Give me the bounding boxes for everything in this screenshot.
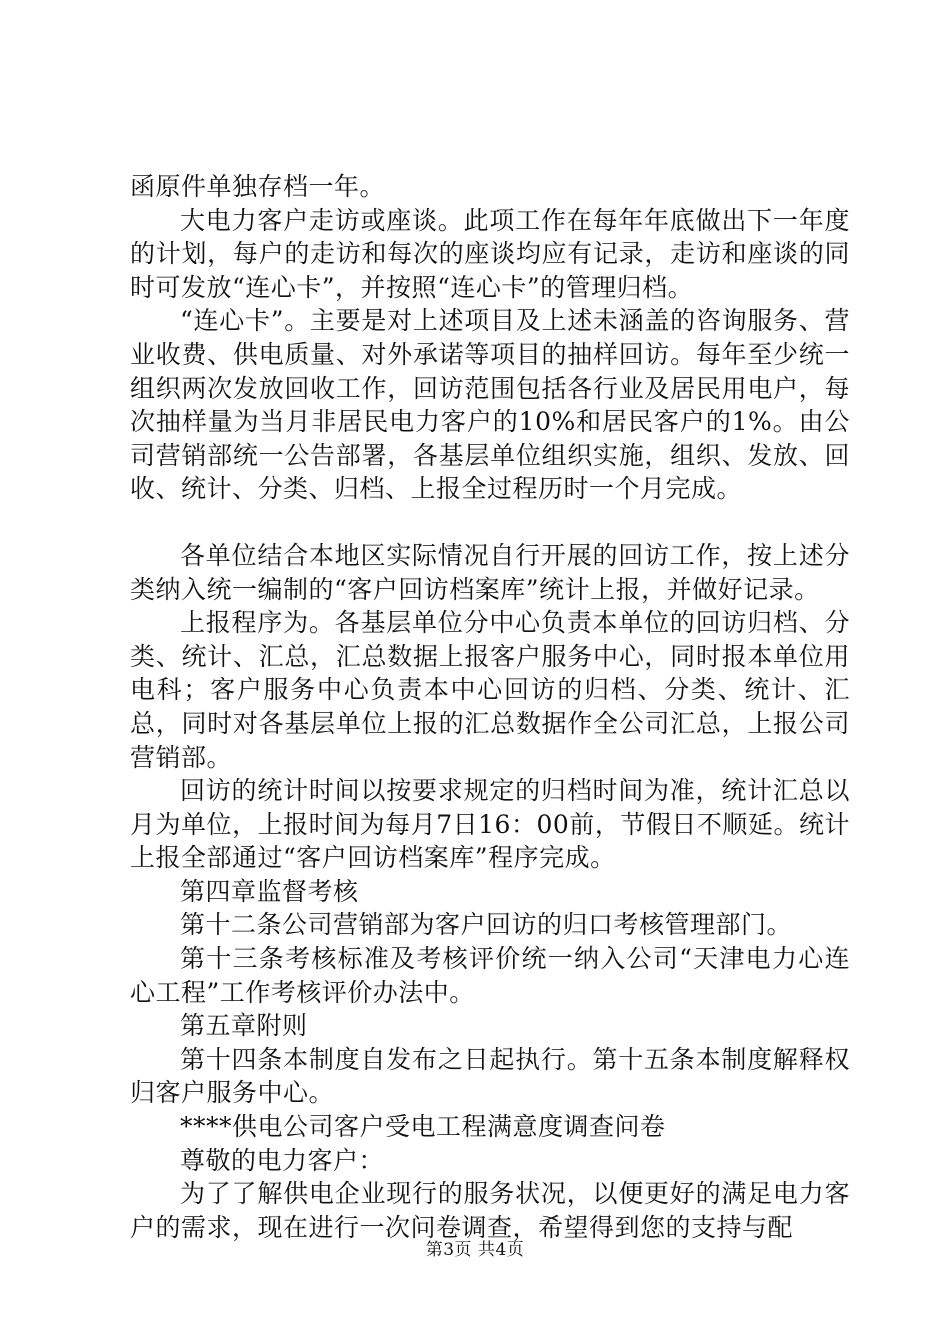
paragraph-heart-card: “连心卡”。主要是对上述项目及上述未涵盖的咨询服务、营业收费、供电质量、对外承诺等项目的抽样回访。每年至少统一组织两次发放回收工作，回访范围包括各行业及居民用电户，每次抽样量为当月非居民电力客户的10%和居民客户的1%。由公司营销部统一公告部署，各基层单位组织实施，组织、发放、回收、统计、分类、归档、上报全过程历时一个月完成。: [130, 306, 850, 504]
document-body: [130, 170, 850, 1244]
paragraph-unit-visits: 各单位结合本地区实际情况自行开展的回访工作，按上述分类纳入统一编制的“客户回访档案库”统计上报，并做好记录。: [130, 540, 850, 604]
chapter-four-heading: 第四章监督考核: [180, 876, 359, 906]
survey-salutation: 尊敬的电力客户：: [180, 1145, 385, 1175]
paragraph-statistics-time: 回访的统计时间以按要求规定的归档时间为准，统计汇总以月为单位，上报时间为每月7日16：00前，节假日不顺延。统计上报全部通过“客户回访档案库”程序完成。: [130, 776, 850, 873]
articles-fourteen-fifteen: 第十四条本制度自发布之日起执行。第十五条本制度解释权归客户服务中心。: [130, 1044, 850, 1108]
chapter-five-heading: 第五章附则: [180, 1011, 308, 1041]
article-thirteen: 第十三条考核标准及考核评价统一纳入公司“天津电力心连心工程”工作考核评价办法中。: [130, 944, 850, 1007]
page-number-footer: 第3页 共4页: [425, 1240, 525, 1260]
paragraph-visit-meeting: 大电力客户走访或座谈。此项工作在每年年底做出下一年度的计划，每户的走访和每次的座谈均应有记录，走访和座谈的同时可发放“连心卡”，并按照“连心卡”的管理归档。: [130, 205, 850, 302]
survey-introduction: 为了了解供电企业现行的服务状况，以便更好的满足电力客户的需求，现在进行一次问卷调查，希望得到您的支持与配: [130, 1179, 850, 1242]
paragraph-reporting-procedure: 上报程序为。各基层单位分中心负责本单位的回访归档、分类、统计、汇总，汇总数据上报客户服务中心，同时报本单位用电科；客户服务中心负责本中心回访的归档、分类、统计、汇总，同时对各基层单位上报的汇总数据作全公司汇总，上报公司营销部。: [130, 608, 850, 772]
paragraph-archive-note: 函原件单独存档一年。: [130, 172, 386, 201]
article-twelve: 第十二条公司营销部为客户回访的归口考核管理部门。: [180, 910, 793, 940]
survey-title: ****供电公司客户受电工程满意度调查问卷: [180, 1112, 666, 1142]
